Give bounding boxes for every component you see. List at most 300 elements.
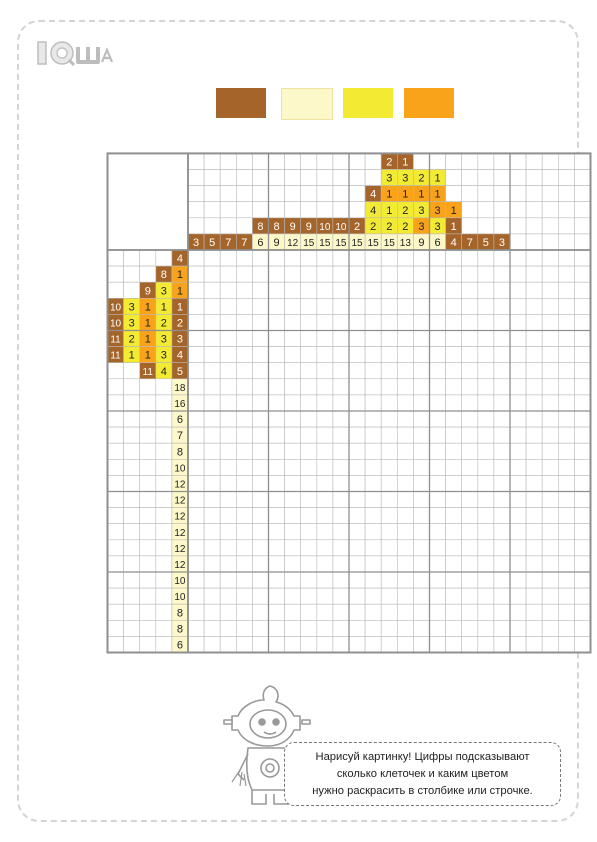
grid-cell[interactable] xyxy=(462,395,478,411)
grid-cell[interactable] xyxy=(526,314,542,330)
grid-cell[interactable] xyxy=(333,250,349,266)
grid-cell[interactable] xyxy=(574,411,590,427)
grid-cell[interactable] xyxy=(252,395,268,411)
grid-cell[interactable] xyxy=(446,524,462,540)
grid-cell[interactable] xyxy=(285,347,301,363)
grid-cell[interactable] xyxy=(349,604,365,620)
grid-cell[interactable] xyxy=(510,298,526,314)
grid-cell[interactable] xyxy=(236,347,252,363)
grid-cell[interactable] xyxy=(236,250,252,266)
grid-cell[interactable] xyxy=(446,443,462,459)
grid-cell[interactable] xyxy=(397,508,413,524)
grid-cell[interactable] xyxy=(430,540,446,556)
grid-cell[interactable] xyxy=(430,411,446,427)
grid-cell[interactable] xyxy=(413,411,429,427)
grid-cell[interactable] xyxy=(462,540,478,556)
grid-cell[interactable] xyxy=(478,540,494,556)
grid-cell[interactable] xyxy=(236,379,252,395)
grid-cell[interactable] xyxy=(317,588,333,604)
grid-cell[interactable] xyxy=(220,427,236,443)
grid-cell[interactable] xyxy=(381,620,397,636)
grid-cell[interactable] xyxy=(462,620,478,636)
grid-cell[interactable] xyxy=(510,395,526,411)
grid-cell[interactable] xyxy=(204,347,220,363)
grid-cell[interactable] xyxy=(430,314,446,330)
grid-cell[interactable] xyxy=(478,427,494,443)
grid-cell[interactable] xyxy=(204,524,220,540)
grid-cell[interactable] xyxy=(285,475,301,491)
grid-cell[interactable] xyxy=(462,556,478,572)
grid-cell[interactable] xyxy=(494,411,510,427)
grid-cell[interactable] xyxy=(220,331,236,347)
grid-cell[interactable] xyxy=(381,540,397,556)
grid-cell[interactable] xyxy=(397,443,413,459)
grid-cell[interactable] xyxy=(317,508,333,524)
grid-cell[interactable] xyxy=(526,572,542,588)
grid-cell[interactable] xyxy=(317,314,333,330)
grid-cell[interactable] xyxy=(349,620,365,636)
grid-cell[interactable] xyxy=(285,524,301,540)
grid-cell[interactable] xyxy=(430,298,446,314)
grid-cell[interactable] xyxy=(381,508,397,524)
grid-cell[interactable] xyxy=(252,459,268,475)
grid-cell[interactable] xyxy=(236,427,252,443)
grid-cell[interactable] xyxy=(252,314,268,330)
grid-cell[interactable] xyxy=(446,540,462,556)
grid-cell[interactable] xyxy=(526,556,542,572)
grid-cell[interactable] xyxy=(478,363,494,379)
grid-cell[interactable] xyxy=(220,250,236,266)
grid-cell[interactable] xyxy=(542,411,558,427)
grid-cell[interactable] xyxy=(269,411,285,427)
grid-cell[interactable] xyxy=(349,540,365,556)
grid-cell[interactable] xyxy=(349,298,365,314)
grid-cell[interactable] xyxy=(542,459,558,475)
grid-cell[interactable] xyxy=(188,620,204,636)
grid-cell[interactable] xyxy=(301,266,317,282)
grid-cell[interactable] xyxy=(446,411,462,427)
grid-cell[interactable] xyxy=(188,475,204,491)
grid-cell[interactable] xyxy=(285,331,301,347)
grid-cell[interactable] xyxy=(413,314,429,330)
grid-cell[interactable] xyxy=(430,347,446,363)
grid-cell[interactable] xyxy=(478,282,494,298)
grid-cell[interactable] xyxy=(510,266,526,282)
grid-cell[interactable] xyxy=(236,443,252,459)
grid-cell[interactable] xyxy=(526,411,542,427)
grid-cell[interactable] xyxy=(269,314,285,330)
grid-cell[interactable] xyxy=(301,379,317,395)
grid-cell[interactable] xyxy=(365,459,381,475)
grid-cell[interactable] xyxy=(236,475,252,491)
grid-cell[interactable] xyxy=(365,266,381,282)
grid-cell[interactable] xyxy=(510,540,526,556)
grid-cell[interactable] xyxy=(478,588,494,604)
grid-cell[interactable] xyxy=(446,298,462,314)
grid-cell[interactable] xyxy=(381,492,397,508)
grid-cell[interactable] xyxy=(188,459,204,475)
grid-cell[interactable] xyxy=(333,363,349,379)
grid-cell[interactable] xyxy=(430,250,446,266)
grid-cell[interactable] xyxy=(526,492,542,508)
grid-cell[interactable] xyxy=(188,282,204,298)
grid-cell[interactable] xyxy=(510,508,526,524)
grid-cell[interactable] xyxy=(220,395,236,411)
grid-cell[interactable] xyxy=(317,250,333,266)
grid-cell[interactable] xyxy=(542,314,558,330)
grid-cell[interactable] xyxy=(446,604,462,620)
grid-cell[interactable] xyxy=(526,636,542,652)
grid-cell[interactable] xyxy=(510,427,526,443)
grid-cell[interactable] xyxy=(446,266,462,282)
grid-cell[interactable] xyxy=(285,379,301,395)
grid-cell[interactable] xyxy=(558,427,574,443)
grid-cell[interactable] xyxy=(204,266,220,282)
grid-cell[interactable] xyxy=(236,636,252,652)
grid-cell[interactable] xyxy=(558,266,574,282)
grid-cell[interactable] xyxy=(462,604,478,620)
grid-cell[interactable] xyxy=(494,379,510,395)
grid-cell[interactable] xyxy=(397,395,413,411)
grid-cell[interactable] xyxy=(204,331,220,347)
grid-cell[interactable] xyxy=(494,363,510,379)
grid-cell[interactable] xyxy=(204,636,220,652)
grid-cell[interactable] xyxy=(333,411,349,427)
grid-cell[interactable] xyxy=(446,331,462,347)
grid-cell[interactable] xyxy=(478,572,494,588)
grid-cell[interactable] xyxy=(413,363,429,379)
grid-cell[interactable] xyxy=(526,540,542,556)
grid-cell[interactable] xyxy=(317,411,333,427)
grid-cell[interactable] xyxy=(381,443,397,459)
grid-cell[interactable] xyxy=(430,395,446,411)
grid-cell[interactable] xyxy=(430,492,446,508)
grid-cell[interactable] xyxy=(301,427,317,443)
grid-cell[interactable] xyxy=(446,508,462,524)
grid-cell[interactable] xyxy=(317,540,333,556)
grid-cell[interactable] xyxy=(413,524,429,540)
grid-cell[interactable] xyxy=(478,347,494,363)
grid-cell[interactable] xyxy=(397,459,413,475)
grid-cell[interactable] xyxy=(317,379,333,395)
grid-cell[interactable] xyxy=(236,572,252,588)
grid-cell[interactable] xyxy=(285,572,301,588)
grid-cell[interactable] xyxy=(558,636,574,652)
grid-cell[interactable] xyxy=(413,492,429,508)
grid-cell[interactable] xyxy=(317,572,333,588)
grid-cell[interactable] xyxy=(333,459,349,475)
grid-cell[interactable] xyxy=(558,443,574,459)
grid-cell[interactable] xyxy=(510,363,526,379)
grid-cell[interactable] xyxy=(446,572,462,588)
grid-cell[interactable] xyxy=(558,314,574,330)
grid-cell[interactable] xyxy=(317,604,333,620)
grid-cell[interactable] xyxy=(558,524,574,540)
grid-cell[interactable] xyxy=(558,508,574,524)
grid-cell[interactable] xyxy=(349,572,365,588)
grid-cell[interactable] xyxy=(574,475,590,491)
grid-cell[interactable] xyxy=(188,508,204,524)
grid-cell[interactable] xyxy=(542,475,558,491)
grid-cell[interactable] xyxy=(446,588,462,604)
grid-cell[interactable] xyxy=(462,298,478,314)
grid-cell[interactable] xyxy=(413,588,429,604)
grid-cell[interactable] xyxy=(526,250,542,266)
grid-cell[interactable] xyxy=(285,443,301,459)
grid-cell[interactable] xyxy=(446,250,462,266)
grid-cell[interactable] xyxy=(542,540,558,556)
grid-cell[interactable] xyxy=(349,331,365,347)
grid-cell[interactable] xyxy=(220,459,236,475)
grid-cell[interactable] xyxy=(446,314,462,330)
grid-cell[interactable] xyxy=(397,411,413,427)
grid-cell[interactable] xyxy=(478,314,494,330)
grid-cell[interactable] xyxy=(381,314,397,330)
grid-cell[interactable] xyxy=(381,363,397,379)
grid-cell[interactable] xyxy=(236,459,252,475)
grid-cell[interactable] xyxy=(413,556,429,572)
grid-cell[interactable] xyxy=(381,588,397,604)
grid-cell[interactable] xyxy=(574,620,590,636)
grid-cell[interactable] xyxy=(204,556,220,572)
grid-cell[interactable] xyxy=(381,331,397,347)
grid-cell[interactable] xyxy=(542,492,558,508)
grid-cell[interactable] xyxy=(220,314,236,330)
grid-cell[interactable] xyxy=(381,347,397,363)
grid-cell[interactable] xyxy=(285,282,301,298)
grid-cell[interactable] xyxy=(462,314,478,330)
grid-cell[interactable] xyxy=(430,524,446,540)
grid-cell[interactable] xyxy=(220,620,236,636)
grid-cell[interactable] xyxy=(478,475,494,491)
grid-cell[interactable] xyxy=(494,427,510,443)
grid-cell[interactable] xyxy=(317,636,333,652)
grid-cell[interactable] xyxy=(558,620,574,636)
grid-cell[interactable] xyxy=(478,620,494,636)
grid-cell[interactable] xyxy=(349,411,365,427)
grid-cell[interactable] xyxy=(188,492,204,508)
grid-cell[interactable] xyxy=(510,379,526,395)
grid-cell[interactable] xyxy=(236,604,252,620)
grid-cell[interactable] xyxy=(188,379,204,395)
grid-cell[interactable] xyxy=(220,540,236,556)
grid-cell[interactable] xyxy=(365,298,381,314)
grid-cell[interactable] xyxy=(510,492,526,508)
grid-cell[interactable] xyxy=(333,620,349,636)
grid-cell[interactable] xyxy=(188,572,204,588)
grid-cell[interactable] xyxy=(478,524,494,540)
grid-cell[interactable] xyxy=(252,331,268,347)
grid-cell[interactable] xyxy=(252,363,268,379)
grid-cell[interactable] xyxy=(494,620,510,636)
grid-cell[interactable] xyxy=(397,266,413,282)
grid-cell[interactable] xyxy=(397,282,413,298)
grid-cell[interactable] xyxy=(252,443,268,459)
grid-cell[interactable] xyxy=(252,411,268,427)
grid-cell[interactable] xyxy=(301,411,317,427)
grid-cell[interactable] xyxy=(446,347,462,363)
grid-cell[interactable] xyxy=(301,572,317,588)
grid-cell[interactable] xyxy=(574,314,590,330)
grid-cell[interactable] xyxy=(204,492,220,508)
grid-cell[interactable] xyxy=(220,379,236,395)
grid-cell[interactable] xyxy=(574,492,590,508)
grid-cell[interactable] xyxy=(446,379,462,395)
grid-cell[interactable] xyxy=(269,282,285,298)
grid-cell[interactable] xyxy=(542,524,558,540)
grid-cell[interactable] xyxy=(365,395,381,411)
grid-cell[interactable] xyxy=(285,250,301,266)
grid-cell[interactable] xyxy=(526,443,542,459)
grid-cell[interactable] xyxy=(301,492,317,508)
grid-cell[interactable] xyxy=(269,508,285,524)
grid-cell[interactable] xyxy=(526,282,542,298)
grid-cell[interactable] xyxy=(574,379,590,395)
grid-cell[interactable] xyxy=(446,620,462,636)
grid-cell[interactable] xyxy=(462,266,478,282)
grid-cell[interactable] xyxy=(252,379,268,395)
grid-cell[interactable] xyxy=(269,604,285,620)
grid-cell[interactable] xyxy=(269,620,285,636)
grid-cell[interactable] xyxy=(526,524,542,540)
grid-cell[interactable] xyxy=(188,347,204,363)
grid-cell[interactable] xyxy=(333,588,349,604)
grid-cell[interactable] xyxy=(220,298,236,314)
grid-cell[interactable] xyxy=(220,282,236,298)
grid-cell[interactable] xyxy=(413,298,429,314)
grid-cell[interactable] xyxy=(510,443,526,459)
grid-cell[interactable] xyxy=(365,282,381,298)
grid-cell[interactable] xyxy=(269,266,285,282)
grid-cell[interactable] xyxy=(269,331,285,347)
grid-cell[interactable] xyxy=(317,331,333,347)
grid-cell[interactable] xyxy=(333,524,349,540)
grid-cell[interactable] xyxy=(430,363,446,379)
grid-cell[interactable] xyxy=(269,572,285,588)
grid-cell[interactable] xyxy=(269,475,285,491)
grid-cell[interactable] xyxy=(574,331,590,347)
grid-cell[interactable] xyxy=(510,475,526,491)
grid-cell[interactable] xyxy=(349,508,365,524)
grid-cell[interactable] xyxy=(236,395,252,411)
grid-cell[interactable] xyxy=(430,282,446,298)
grid-cell[interactable] xyxy=(558,282,574,298)
grid-cell[interactable] xyxy=(188,636,204,652)
grid-cell[interactable] xyxy=(317,620,333,636)
grid-cell[interactable] xyxy=(317,443,333,459)
grid-cell[interactable] xyxy=(542,620,558,636)
grid-cell[interactable] xyxy=(381,524,397,540)
grid-cell[interactable] xyxy=(430,572,446,588)
grid-cell[interactable] xyxy=(574,250,590,266)
grid-cell[interactable] xyxy=(285,508,301,524)
grid-cell[interactable] xyxy=(574,524,590,540)
grid-cell[interactable] xyxy=(510,459,526,475)
grid-cell[interactable] xyxy=(381,282,397,298)
grid-cell[interactable] xyxy=(188,556,204,572)
grid-cell[interactable] xyxy=(430,636,446,652)
grid-cell[interactable] xyxy=(269,540,285,556)
grid-cell[interactable] xyxy=(220,475,236,491)
grid-cell[interactable] xyxy=(365,379,381,395)
grid-cell[interactable] xyxy=(252,508,268,524)
grid-cell[interactable] xyxy=(510,636,526,652)
grid-cell[interactable] xyxy=(204,475,220,491)
grid-cell[interactable] xyxy=(478,636,494,652)
grid-cell[interactable] xyxy=(285,363,301,379)
grid-cell[interactable] xyxy=(446,636,462,652)
grid-cell[interactable] xyxy=(413,572,429,588)
grid-cell[interactable] xyxy=(349,250,365,266)
grid-cell[interactable] xyxy=(252,266,268,282)
grid-cell[interactable] xyxy=(365,427,381,443)
grid-cell[interactable] xyxy=(188,524,204,540)
grid-cell[interactable] xyxy=(236,492,252,508)
grid-cell[interactable] xyxy=(558,250,574,266)
grid-cell[interactable] xyxy=(285,266,301,282)
grid-cell[interactable] xyxy=(558,556,574,572)
grid-cell[interactable] xyxy=(494,475,510,491)
grid-cell[interactable] xyxy=(301,282,317,298)
grid-cell[interactable] xyxy=(333,443,349,459)
grid-cell[interactable] xyxy=(301,443,317,459)
grid-cell[interactable] xyxy=(236,314,252,330)
grid-cell[interactable] xyxy=(333,475,349,491)
grid-cell[interactable] xyxy=(574,556,590,572)
grid-cell[interactable] xyxy=(574,508,590,524)
grid-cell[interactable] xyxy=(478,443,494,459)
grid-cell[interactable] xyxy=(526,459,542,475)
grid-cell[interactable] xyxy=(365,331,381,347)
grid-cell[interactable] xyxy=(365,443,381,459)
grid-cell[interactable] xyxy=(349,314,365,330)
grid-cell[interactable] xyxy=(574,636,590,652)
grid-cell[interactable] xyxy=(494,266,510,282)
grid-cell[interactable] xyxy=(188,363,204,379)
grid-cell[interactable] xyxy=(494,250,510,266)
grid-cell[interactable] xyxy=(252,347,268,363)
grid-cell[interactable] xyxy=(397,524,413,540)
grid-cell[interactable] xyxy=(494,540,510,556)
grid-cell[interactable] xyxy=(317,459,333,475)
grid-cell[interactable] xyxy=(542,250,558,266)
grid-cell[interactable] xyxy=(381,427,397,443)
grid-cell[interactable] xyxy=(462,508,478,524)
grid-cell[interactable] xyxy=(269,363,285,379)
grid-cell[interactable] xyxy=(252,556,268,572)
grid-cell[interactable] xyxy=(494,588,510,604)
grid-cell[interactable] xyxy=(478,459,494,475)
grid-cell[interactable] xyxy=(204,250,220,266)
grid-cell[interactable] xyxy=(365,604,381,620)
grid-cell[interactable] xyxy=(413,459,429,475)
grid-cell[interactable] xyxy=(236,540,252,556)
grid-cell[interactable] xyxy=(381,459,397,475)
grid-cell[interactable] xyxy=(349,475,365,491)
grid-cell[interactable] xyxy=(462,492,478,508)
grid-cell[interactable] xyxy=(558,459,574,475)
grid-cell[interactable] xyxy=(478,492,494,508)
grid-cell[interactable] xyxy=(236,588,252,604)
grid-cell[interactable] xyxy=(301,363,317,379)
grid-cell[interactable] xyxy=(220,363,236,379)
grid-cell[interactable] xyxy=(397,492,413,508)
grid-cell[interactable] xyxy=(333,282,349,298)
grid-cell[interactable] xyxy=(510,604,526,620)
grid-cell[interactable] xyxy=(349,427,365,443)
grid-cell[interactable] xyxy=(317,475,333,491)
grid-cell[interactable] xyxy=(333,604,349,620)
